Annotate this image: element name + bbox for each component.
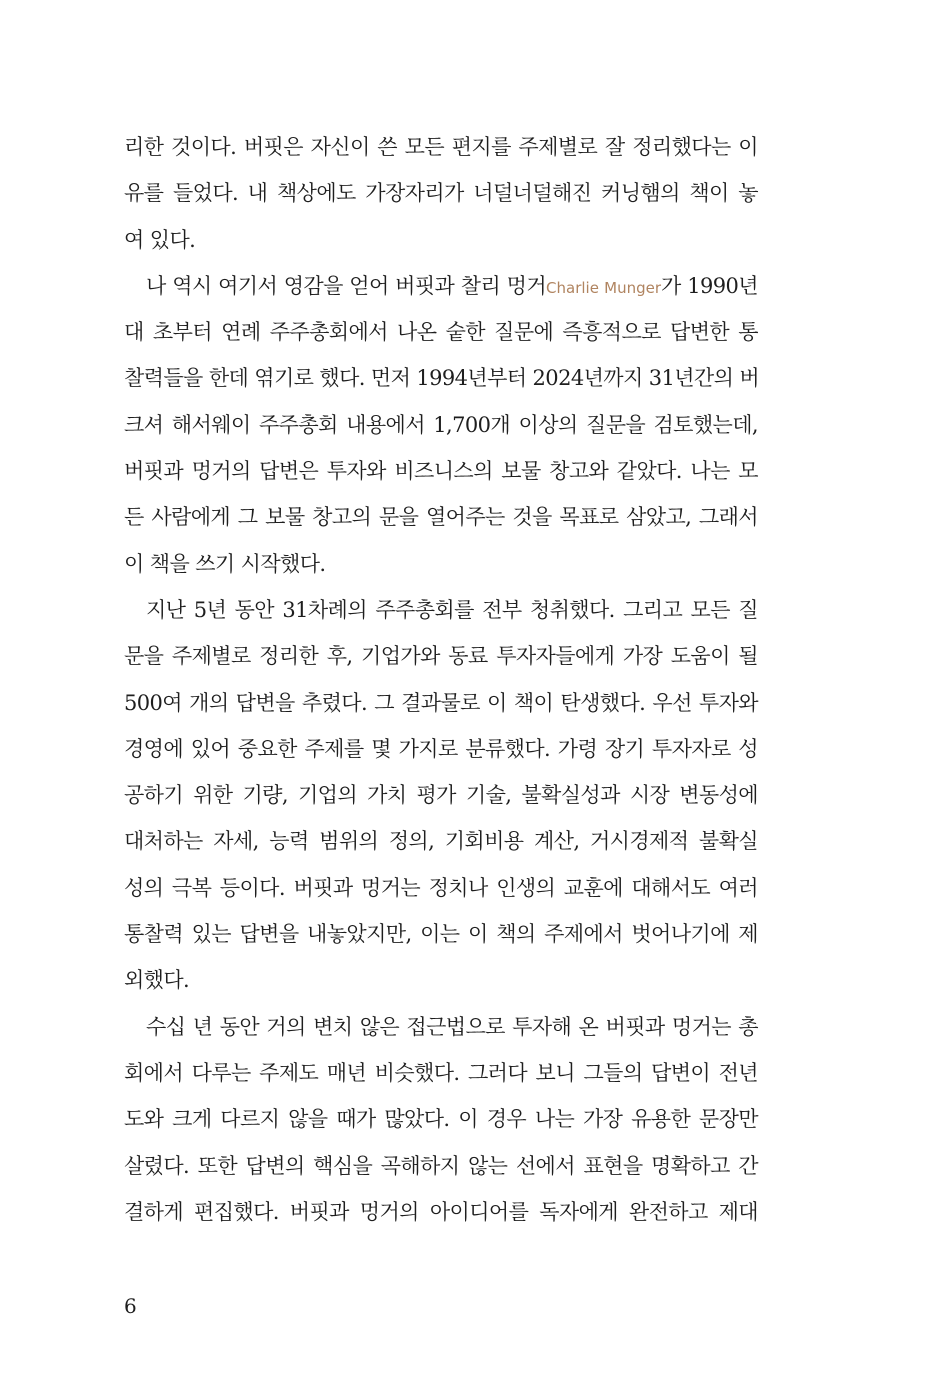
text-line: 든 사람에게 그 보물 창고의 문을 열어주는 것을 목표로 삼았고, 그래서 <box>124 505 758 530</box>
text-line: 성의 극복 등이다. 버핏과 멍거는 정치나 인생의 교훈에 대해서도 여러 <box>124 875 758 900</box>
text-line <box>124 263 758 309</box>
text-line: 500여 개의 답변을 추렸다. 그 결과물로 이 책이 탄생했다. 우선 투자와 <box>124 690 758 715</box>
paragraph-1 <box>124 124 758 263</box>
text-line: 리한 것이다. 버핏은 자신이 쓴 모든 편지를 주제별로 잘 정리했다는 이 <box>124 135 758 159</box>
body-text <box>124 124 758 1235</box>
paragraph-4 <box>124 1004 758 1235</box>
text-line: 외했다. <box>124 968 190 993</box>
text-line: 결하게 편집했다. 버핏과 멍거의 아이디어를 독자에게 완전하고 제대 <box>124 1199 758 1224</box>
english-name-annotation: Charlie Munger <box>546 278 662 297</box>
text-line: 살렸다. 또한 답변의 핵심을 곡해하지 않는 선에서 표현을 명확하고 간 <box>124 1153 758 1178</box>
text-line: 지난 5년 동안 31차례의 주주총회를 전부 청취했다. 그리고 모든 질 <box>146 597 758 622</box>
text-line: 여 있다. <box>124 227 196 252</box>
text-segment: 나 역시 여기서 영감을 얻어 버핏과 찰리 멍거 <box>146 273 547 298</box>
text-line: 문을 주제별로 정리한 후, 기업가와 동료 투자자들에게 가장 도움이 될 <box>124 644 758 669</box>
text-line: 회에서 다루는 주제도 매년 비슷했다. 그러다 보니 그들의 답변이 전년 <box>124 1060 758 1085</box>
paragraph-2 <box>124 263 758 587</box>
text-line: 유를 들었다. 내 책상에도 가장자리가 너덜너덜해진 커닝햄의 책이 놓 <box>124 181 758 206</box>
page-number: 6 <box>124 1294 137 1318</box>
text-line: 공하기 위한 기량, 기업의 가치 평가 기술, 불확실성과 시장 변동성에 <box>124 783 758 808</box>
text-line: 대 초부터 연례 주주총회에서 나온 숱한 질문에 즉흥적으로 답변한 통 <box>124 320 758 345</box>
text-line: 수십 년 동안 거의 변치 않은 접근법으로 투자해 온 버핏과 멍거는 총 <box>146 1014 758 1039</box>
paragraph-3 <box>124 587 758 1004</box>
text-line: 버핏과 멍거의 답변은 투자와 비즈니스의 보물 창고와 같았다. 나는 모 <box>124 459 758 484</box>
text-line: 대처하는 자세, 능력 범위의 정의, 기회비용 계산, 거시경제적 불확실 <box>124 829 758 854</box>
text-line: 통찰력 있는 답변을 내놓았지만, 이는 이 책의 주제에서 벗어나기에 제 <box>124 922 758 947</box>
text-line: 이 책을 쓰기 시작했다. <box>124 551 326 576</box>
text-line: 도와 크게 다르지 않을 때가 많았다. 이 경우 나는 가장 유용한 문장만 <box>124 1107 758 1132</box>
text-line: 경영에 있어 중요한 주제를 몇 가지로 분류했다. 가령 장기 투자자로 성 <box>124 736 758 761</box>
text-line: 찰력들을 한데 엮기로 했다. 먼저 1994년부터 2024년까지 31년간의 버 <box>124 366 760 391</box>
text-line: 크셔 해서웨이 주주총회 내용에서 1,700개 이상의 질문을 검토했는데, <box>124 412 758 437</box>
text-segment: 가 1990년 <box>661 273 758 298</box>
